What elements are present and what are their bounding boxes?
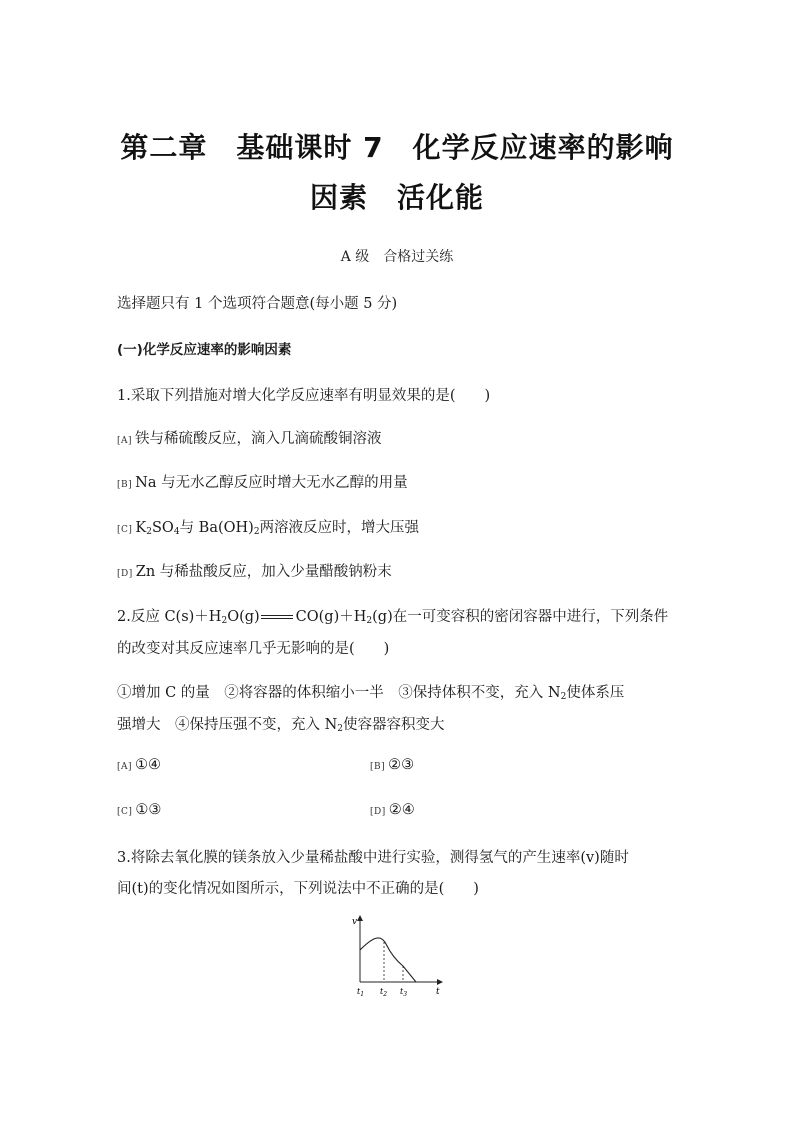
rate-time-graph	[340, 912, 450, 998]
q2-conditions-continued: 强增大 ④保持压强不变，充入 $N_2$使容器容积变大	[117, 717, 445, 734]
option-label: [A]	[117, 436, 133, 446]
rate-curve	[360, 938, 416, 982]
question-3-stem-continued: 间(t)的变化情况如图所示，下列说法中不正确的是( )	[117, 881, 479, 897]
option-label: [D]	[117, 569, 133, 579]
question-2-stem: 2.反应 $C(s)+H_2O(g)$ $CO(g)+H_2(g)$在一可变容积的密闭容器中进行，下列条件	[117, 609, 669, 626]
level-heading: A 级 合格过关练	[340, 249, 454, 265]
q1-option-d: [D] Zn 与稀盐酸反应，加入少量醋酸钠粉末	[117, 564, 392, 580]
section-heading: (一)化学反应速率的影响因素	[117, 342, 292, 358]
option-label: [B]	[117, 480, 133, 490]
q1-option-a: [A] 铁与稀硫酸反应，滴入几滴硫酸铜溶液	[117, 431, 382, 447]
q2-option-d: [D] ②④	[370, 802, 415, 818]
equilibrium-arrow-icon	[261, 613, 295, 621]
tick-t1: $t_1$	[357, 987, 365, 998]
y-axis-label: v	[352, 917, 358, 927]
option-label: [A]	[117, 762, 133, 772]
question-3-stem: 3.将除去氧化膜的镁条放入少量稀盐酸中进行实验，测得氢气的产生速率(v)随时	[117, 850, 629, 866]
q2-conditions: ①增加 C 的量 ②将容器的体积缩小一半 ③保持体积不变，充入 $N_2$使体系压	[117, 685, 625, 702]
page-title: 第二章 基础课时 7 化学反应速率的影响	[120, 131, 674, 164]
q2-option-a: [A] ①④	[117, 757, 162, 773]
question-1-stem: 1.采取下列措施对增大化学反应速率有明显效果的是( )	[117, 388, 491, 404]
question-2-stem-continued: 的改变对其反应速率几乎无影响的是( )	[117, 641, 390, 657]
option-label: [C]	[117, 525, 133, 535]
option-label: [B]	[370, 762, 386, 772]
tick-t3: $t_3$	[400, 987, 408, 998]
tick-t2: $t_2$	[380, 987, 388, 998]
page-title-continued: 因素 活化能	[309, 181, 484, 214]
instruction: 选择题只有 1 个选项符合题意(每小题 5 分)	[117, 296, 398, 312]
q2-option-c: [C] ①③	[117, 802, 162, 818]
q1-option-c: [C] $K_2SO_4$与 $Ba(OH)_2$两溶液反应时，增大压强	[117, 520, 420, 537]
option-label: [C]	[117, 807, 133, 817]
q2-option-b: [B] ②③	[370, 757, 415, 773]
q1-option-b: [B] Na 与无水乙醇反应时增大无水乙醇的用量	[117, 475, 408, 491]
option-label: [D]	[370, 807, 386, 817]
x-axis-label: t	[436, 987, 440, 997]
